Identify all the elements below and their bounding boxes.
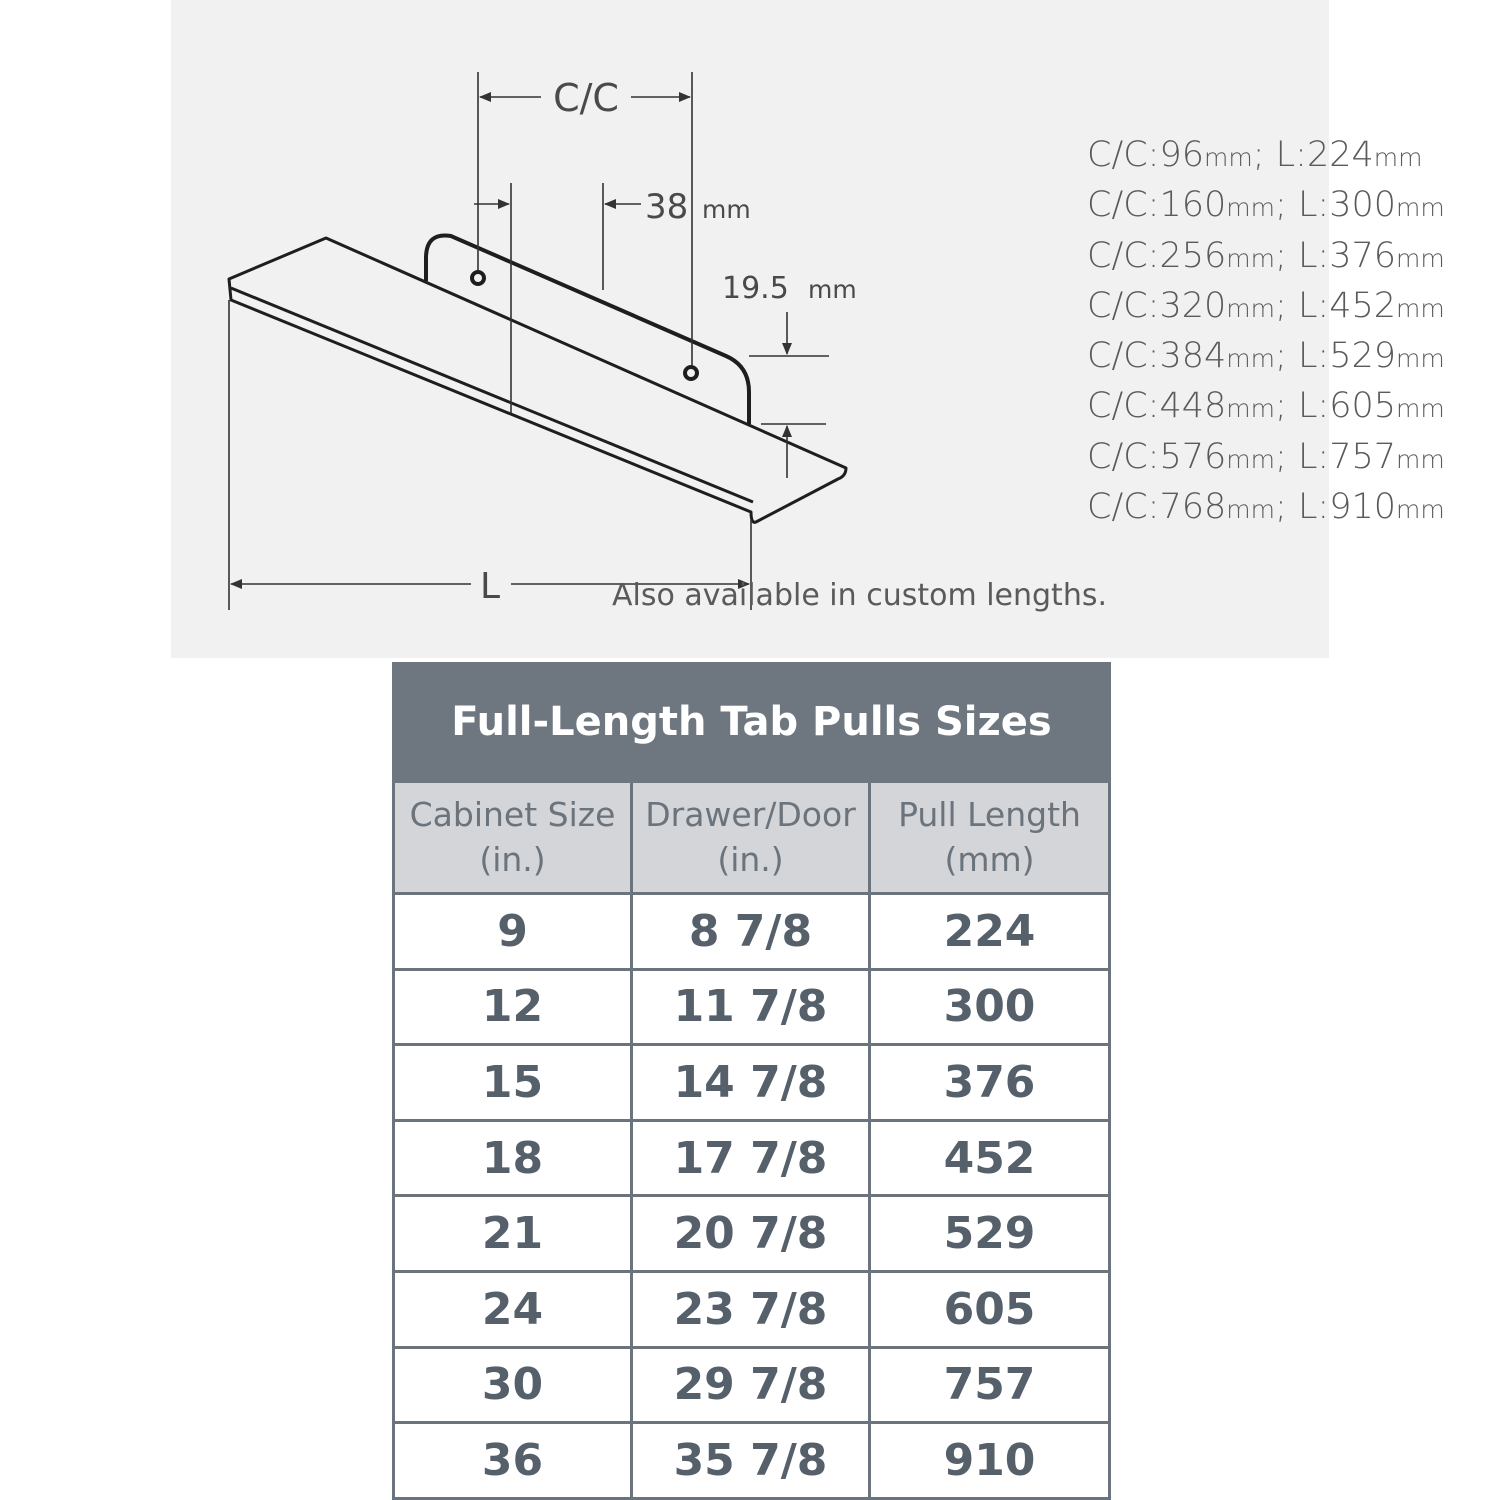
sizes-table [392,662,1111,1500]
table-row [394,1120,1110,1196]
cell-cabinet-size: 36 [394,1423,632,1499]
cell-drawer-door: 35 7/8 [632,1423,870,1499]
header-drawer-door: Drawer/Door (in.) [632,781,870,893]
height-unit: mm [808,275,857,304]
cell-cabinet-size: 24 [394,1272,632,1348]
cell-pull-length: 529 [870,1196,1110,1272]
cell-pull-length: 757 [870,1347,1110,1423]
cell-pull-length: 605 [870,1272,1110,1348]
table-title: Full-Length Tab Pulls Sizes [394,664,1110,782]
cell-drawer-door: 17 7/8 [632,1120,870,1196]
cc-label: C/C [553,76,619,120]
cell-cabinet-size: 12 [394,969,632,1045]
cell-pull-length: 910 [870,1423,1110,1499]
cell-cabinet-size: 18 [394,1120,632,1196]
spec-item: C/C:96mm; L:224mm [1087,135,1423,175]
table-row [394,969,1110,1045]
offset-value: 38 [645,187,689,227]
spec-item: C/C:768mm; L:910mm [1087,487,1445,528]
cell-drawer-door: 11 7/8 [632,969,870,1045]
cell-drawer-door: 29 7/8 [632,1347,870,1423]
length-label: L [479,566,501,607]
header-pull-length: Pull Length (mm) [870,781,1110,893]
spec-item: C/C:576mm; L:757mm [1087,436,1445,477]
table-row [394,1272,1110,1348]
cell-cabinet-size: 21 [394,1196,632,1272]
cell-pull-length: 300 [870,969,1110,1045]
table-row [394,1045,1110,1121]
cell-drawer-door: 20 7/8 [632,1196,870,1272]
table-row [394,893,1110,969]
spec-list [1087,130,1445,532]
header-cabinet-size: Cabinet Size (in.) [394,781,632,893]
table-row [394,1196,1110,1272]
table-row [394,1423,1110,1499]
cell-pull-length: 452 [870,1120,1110,1196]
spec-item: C/C:384mm; L:529mm [1087,336,1445,377]
table-title-row [394,664,1110,782]
table-header-row [394,781,1110,893]
mounting-hole-left [472,272,484,284]
height-value: 19.5 [722,271,789,306]
diagram-panel [171,0,1445,658]
spec-item: C/C:256mm; L:376mm [1087,235,1445,276]
spec-item: C/C:448mm; L:605mm [1087,386,1445,427]
cell-cabinet-size: 15 [394,1045,632,1121]
spec-item: C/C:160mm; L:300mm [1087,185,1445,226]
cell-drawer-door: 23 7/8 [632,1272,870,1348]
cell-cabinet-size: 30 [394,1347,632,1423]
spec-item: C/C:320mm; L:452mm [1087,285,1445,326]
cell-pull-length: 224 [870,893,1110,969]
cell-cabinet-size: 9 [394,893,632,969]
mounting-hole-right [685,367,697,379]
offset-unit: mm [702,195,751,224]
cell-drawer-door: 8 7/8 [632,893,870,969]
cell-drawer-door: 14 7/8 [632,1045,870,1121]
cell-pull-length: 376 [870,1045,1110,1121]
custom-lengths-note: Also available in custom lengths. [611,578,1107,613]
table-row [394,1347,1110,1423]
